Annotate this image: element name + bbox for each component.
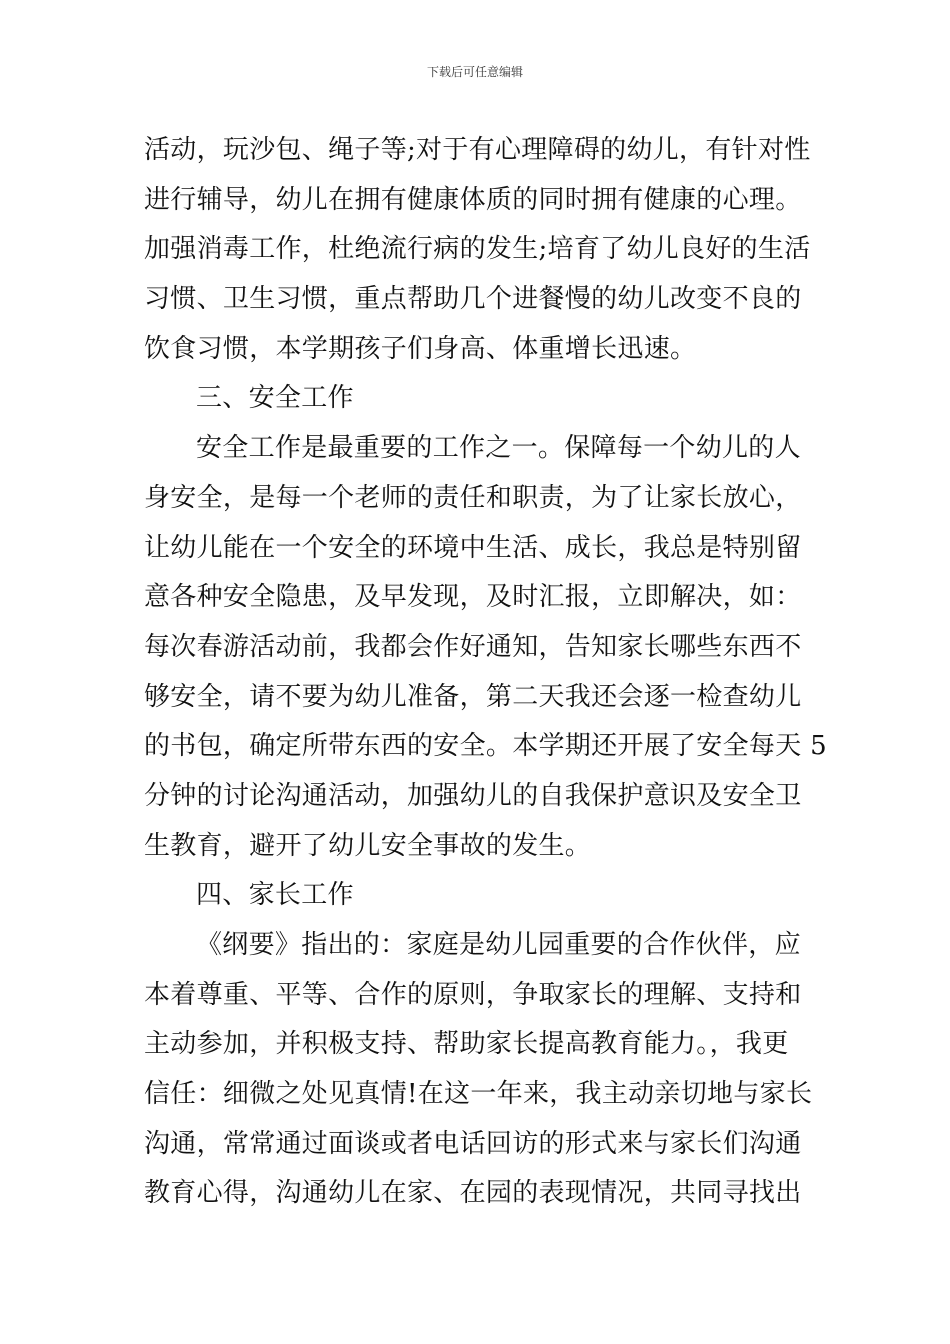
text-line: 《纲要》指出的：家庭是幼儿园重要的合作伙伴，应 (196, 930, 801, 960)
text-line: 生教育，避开了幼儿安全事故的发生。 (144, 830, 592, 861)
page-header: 下载后可任意编辑 (426, 65, 523, 79)
text-line: 信任：细微之处见真情!在这一年来，我主动亲切地与家长 (144, 1079, 813, 1110)
text-line: 的书包，确定所带东西的安全。本学期还开展了安全每天 5 (144, 731, 827, 762)
document-body (144, 126, 827, 1219)
text-line: 沟通，常常通过面谈或者电话回访的形式来与家长们沟通 (144, 1128, 802, 1159)
text-line: 加强消毒工作，杜绝流行病的发生;培育了幼儿良好的生活 (144, 234, 811, 265)
text-line: 进行辅导，幼儿在拥有健康体质的同时拥有健康的心理。 (144, 184, 802, 215)
text-line: 活动，玩沙包、绳子等;对于有心理障碍的幼儿，有针对性 (144, 135, 811, 165)
text-line: 安全工作是最重要的工作之一。保障每一个幼儿的人 (196, 433, 801, 464)
section-heading-parents: 四、家长工作 (196, 880, 354, 911)
text-line: 习惯、卫生习惯，重点帮助几个进餐慢的幼儿改变不良的 (144, 284, 802, 315)
text-line: 饮食习惯，本学期孩子们身高、体重增长迅速。 (144, 333, 697, 364)
text-line: 够安全，请不要为幼儿准备，第二天我还会逐一检查幼儿 (144, 681, 802, 712)
text-line: 让幼儿能在一个安全的环境中生活、成长，我总是特别留 (144, 532, 802, 563)
text-line: 本着尊重、平等、合作的原则，争取家长的理解、支持和 (144, 979, 802, 1010)
section-heading-safety: 三、安全工作 (196, 383, 354, 414)
text-line: 每次春游活动前，我都会作好通知，告知家长哪些东西不 (144, 631, 802, 662)
text-line: 意各种安全隐患，及早发现，及时汇报，立即解决，如： (144, 582, 802, 613)
text-line: 主动参加，并积极支持、帮助家长提高教育能力。，我更 (144, 1029, 789, 1060)
text-line: 分钟的讨论沟通活动，加强幼儿的自我保护意识及安全卫 (144, 780, 802, 811)
text-line: 身安全，是每一个老师的责任和职责，为了让家长放心， (144, 482, 802, 513)
text-line: 教育心得，沟通幼儿在家、在园的表现情况，共同寻找出 (144, 1178, 802, 1209)
